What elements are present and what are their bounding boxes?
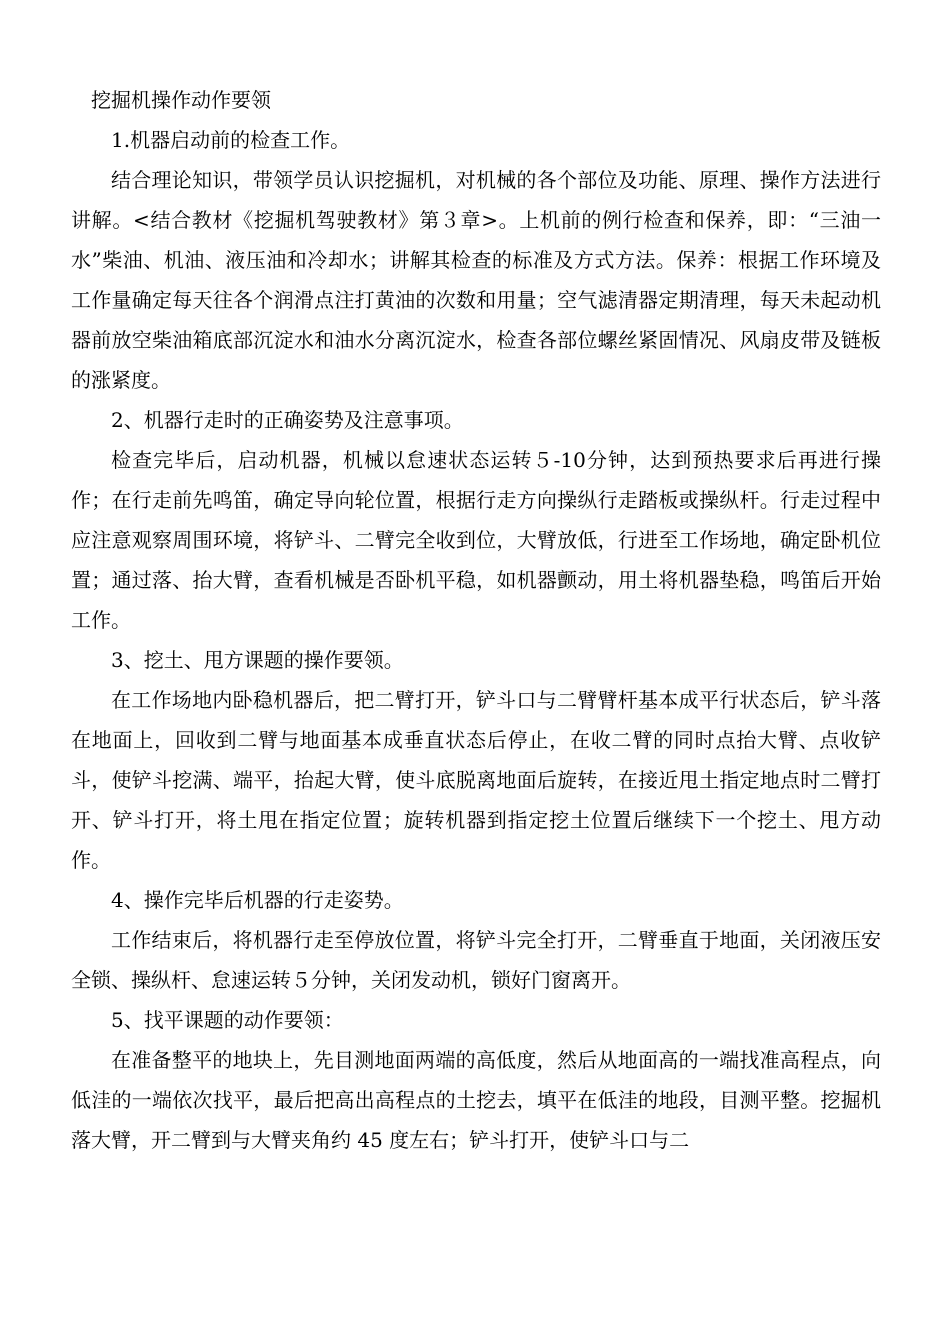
section-body: 工作结束后，将机器行走至停放位置，将铲斗完全打开，二臂垂直于地面，关闭液压安全锁、操纵杆、怠速运转５分钟，关闭发动机，锁好门窗离开。 bbox=[71, 928, 881, 992]
section-heading: 4、操作完毕后机器的行走姿势。 bbox=[111, 888, 404, 912]
document-content bbox=[71, 80, 881, 1160]
section-heading: 1.机器启动前的检查工作。 bbox=[111, 128, 351, 152]
section-body: 在准备整平的地块上，先目测地面两端的高低度，然后从地面高的一端找准高程点，向低洼的一端依次找平，最后把高出高程点的土挖去，填平在低洼的地段，目测平整。挖掘机落大臂，开二臂到与大臂夹角约 45 度左右；铲斗打开，使铲斗口与二 bbox=[71, 1048, 881, 1152]
section-body: 在工作场地内卧稳机器后，把二臂打开，铲斗口与二臂臂杆基本成平行状态后，铲斗落在地面上，回收到二臂与地面基本成垂直状态后停止，在收二臂的同时点抬大臂、点收铲斗，使铲斗挖满、端平，抬起大臂，使斗底脱离地面后旋转，在接近甩土指定地点时二臂打开、铲斗打开，将土甩在指定位置；旋转机器到指定挖土位置后继续下一个挖土、甩方动作。 bbox=[71, 688, 881, 872]
section-heading: 2、机器行走时的正确姿势及注意事项。 bbox=[111, 408, 464, 432]
section-heading: 3、挖土、甩方课题的操作要领。 bbox=[111, 648, 404, 672]
section-body: 检查完毕后，启动机器，机械以怠速状态运转５-10分钟，达到预热要求后再进行操作；在行走前先鸣笛，确定导向轮位置，根据行走方向操纵行走踏板或操纵杆。行走过程中应注意观察周围环境，将铲斗、二臂完全收到位，大臂放低，行进至工作场地，确定卧机位置；通过落、抬大臂，查看机械是否卧机平稳，如机器颤动，用土将机器垫稳，鸣笛后开始工作。 bbox=[71, 448, 881, 632]
section-heading: 5、找平课题的动作要领： bbox=[111, 1008, 344, 1032]
document-title: 挖掘机操作动作要领 bbox=[91, 88, 271, 112]
section-body: 结合理论知识，带领学员认识挖掘机，对机械的各个部位及功能、原理、操作方法进行讲解。<结合教材《挖掘机驾驶教材》第３章>。上机前的例行检查和保养，即：“三油一水”柴油、机油、液压油和冷却水；讲解其检查的标准及方式方法。保养：根据工作环境及工作量确定每天往各个润滑点注打黄油的次数和用量；空气滤清器定期清理，每天未起动机器前放空柴油箱底部沉淀水和油水分离沉淀水，检查各部位螺丝紧固情况、风扇皮带及链板的涨紧度。 bbox=[71, 168, 881, 392]
